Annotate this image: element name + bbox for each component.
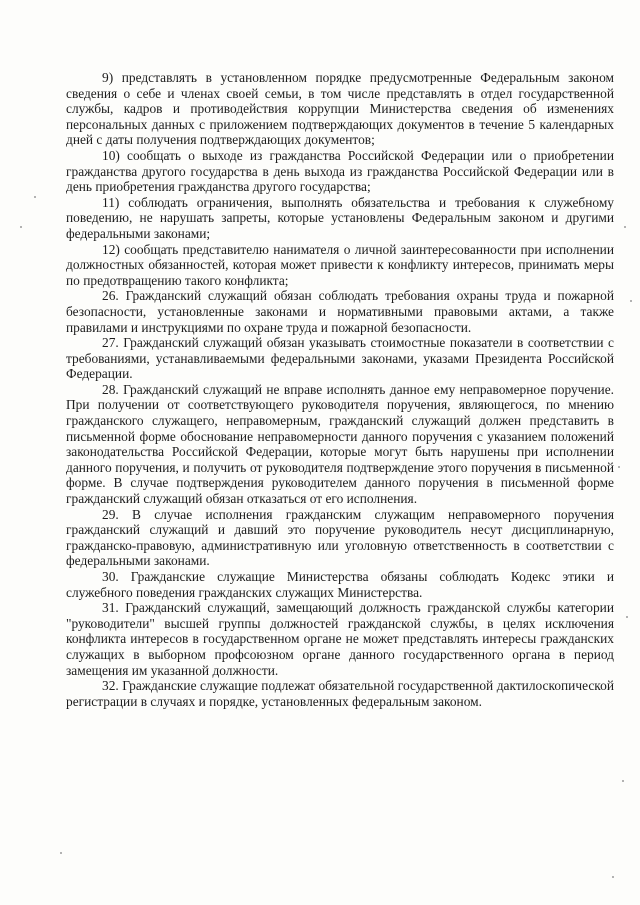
- scan-speck: [20, 226, 22, 228]
- paragraph-26: 26. Гражданский служащий обязан соблюдать требования охраны труда и пожарной безопасности, установленные законами и нормативными правовыми актами, а также правилами и инструкциями по охране труда и пожарной безопасности.: [66, 288, 614, 335]
- paragraph-item-10: 10) сообщать о выходе из гражданства Российской Федерации или о приобретении гражданства другого государства в день выхода из гражданства Российской Федерации или в день приобретения гражданства другого государства;: [66, 147, 614, 195]
- scan-speck: [630, 300, 632, 302]
- scan-speck: [624, 226, 626, 228]
- paragraph-29: 29. В случае исполнения гражданским служащим неправомерного поручения гражданский служащий и давший это поручение руководитель несут дисциплинарную, гражданско-правовую, административную или уголовную ответственность в соответствии с федеральными законами.: [66, 506, 614, 569]
- paragraph-32: 32. Гражданские служащие подлежат обязательной государственной дактилоскопической регистрации в случаях и порядке, установленных федеральным законом.: [66, 678, 614, 709]
- paragraph-item-9: 9) представлять в установленном порядке предусмотренные Федеральным законом сведения о себе и членах своей семьи, в том числе представлять в отдел государственной службы, кадров и противодействия коррупции Министерства сведения об изменениях персональных данных с приложением подтверждающих документов в течение 5 календарных дней с даты получения подтверждающих документов;: [66, 70, 614, 148]
- scan-speck: [60, 852, 62, 854]
- scan-speck: [34, 196, 36, 198]
- document-body: [66, 70, 614, 709]
- scan-speck: [612, 876, 614, 878]
- scan-speck: [622, 780, 624, 782]
- scan-speck: [626, 616, 628, 618]
- paragraph-item-12: 12) сообщать представителю нанимателя о личной заинтересованности при исполнении должностных обязанностей, которая может привести к конфликту интересов, принимать меры по предотвращению такого конфликта;: [66, 241, 614, 288]
- paragraph-31: 31. Гражданский служащий, замещающий должность гражданской службы категории "руководители" высшей группы должностей гражданской службы, в целях исключения конфликта интересов в государственном органе не может представлять интересы гражданских служащих в выборном профсоюзном органе данного государственного органа в период замещения им указанной должности.: [66, 600, 614, 678]
- paragraph-27: 27. Гражданский служащий обязан указывать стоимостные показатели в соответствии с требованиями, устанавливаемыми федеральными законами, указами Президента Российской Федерации.: [66, 335, 614, 382]
- paragraph-28: 28. Гражданский служащий не вправе исполнять данное ему неправомерное поручение. При получении от соответствующего руководителя поручения, являющегося, по мнению гражданского служащего, неправомерным, гражданский служащий должен представить в письменной форме обоснование неправомерности данного поручения с указанием положений законодательства Российской Федерации, которые могут быть нарушены при исполнении данного поручения, и получить от руководителя подтверждение этого поручения в письменной форме. В случае подтверждения руководителем данного поручения в письменной форме гражданский служащий обязан отказаться от его исполнения.: [66, 381, 614, 507]
- paragraph-30: 30. Гражданские служащие Министерства обязаны соблюдать Кодекс этики и служебного поведения гражданских служащих Министерства.: [66, 569, 614, 600]
- paragraph-item-11: 11) соблюдать ограничения, выполнять обязательства и требования к служебному поведению, не нарушать запреты, которые установлены Федеральным законом и другими федеральными законами;: [66, 194, 614, 241]
- scan-speck: [618, 466, 620, 468]
